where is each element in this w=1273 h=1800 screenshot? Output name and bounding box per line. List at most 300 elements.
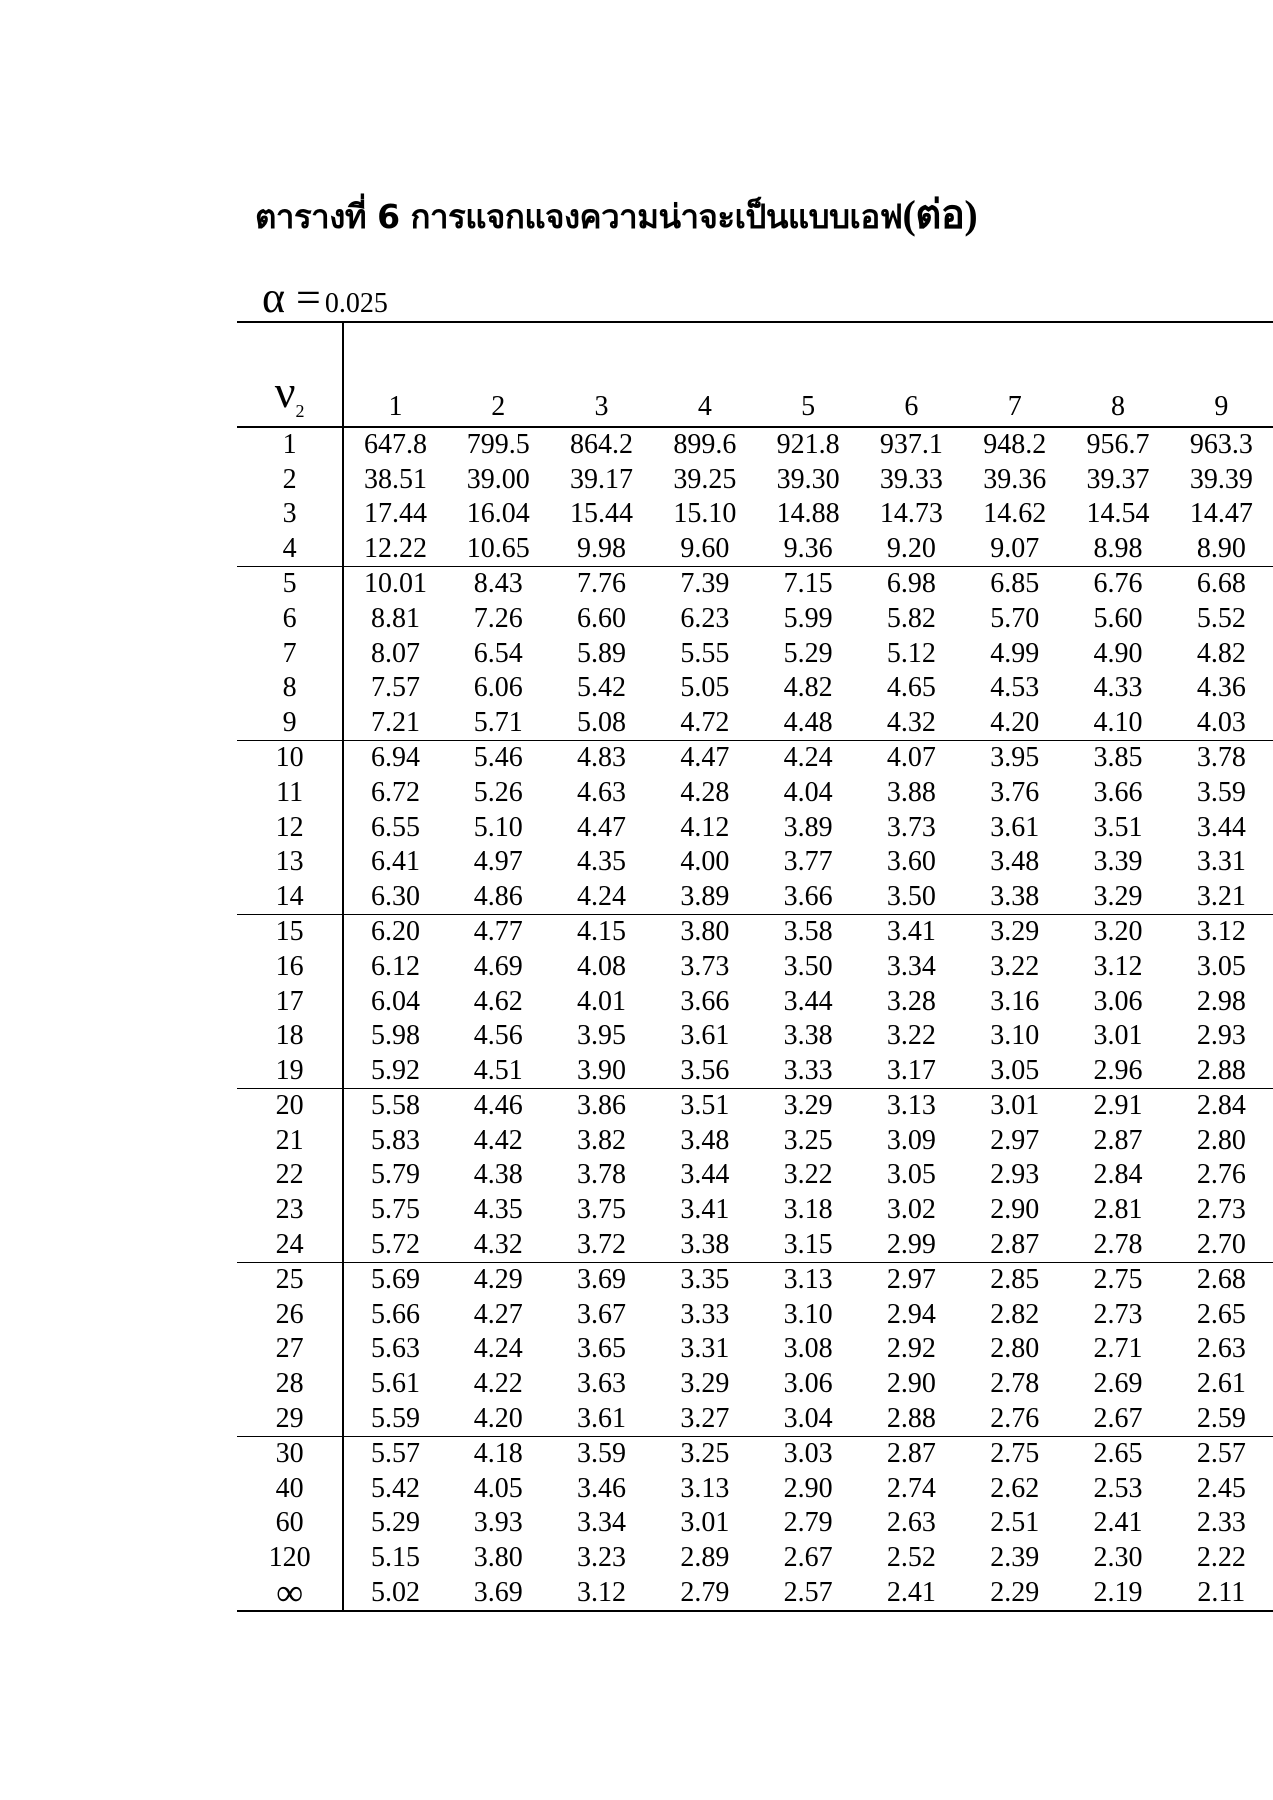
- table-cell: 3.69: [447, 1576, 550, 1612]
- table-cell: 4.29: [473, 1264, 523, 1296]
- table-cell: 3.22: [783, 1159, 833, 1191]
- table-cell: 3.13: [680, 1472, 730, 1504]
- table-cell: 6.06: [473, 672, 523, 704]
- table-cell: 3.89: [653, 880, 756, 915]
- table-cell: 3.02: [886, 1194, 936, 1226]
- critical-values-table: [237, 321, 1273, 1612]
- table-cell: 16.04: [466, 498, 530, 530]
- table-cell: 2.85: [990, 1264, 1040, 1296]
- table-cell: 4.01: [577, 985, 627, 1017]
- table-cell: 4.32: [447, 1228, 550, 1263]
- table-cell: 2.39: [990, 1542, 1040, 1573]
- table-cell: 2.89: [680, 1542, 730, 1573]
- table-cell: 2.90: [886, 1368, 936, 1400]
- table-cell: 2.70: [1170, 1228, 1273, 1263]
- table-cell: 9.98: [550, 532, 653, 567]
- table-cell: 6.04: [370, 985, 420, 1017]
- table-cell: 2.73: [1196, 1194, 1246, 1226]
- table-cell: 5.15: [370, 1542, 420, 1573]
- table-cell: 2.63: [886, 1507, 936, 1539]
- table-cell: 5.52: [1196, 602, 1246, 634]
- table-cell: 6.54: [473, 637, 523, 669]
- table-cell: 3.12: [1196, 916, 1246, 948]
- table-row: [237, 1193, 1273, 1228]
- table-cell: 4.00: [680, 846, 730, 878]
- title-text: ตารางที่ 6 การแจกแจงความน่าจะเป็นแบบเอฟ: [255, 197, 903, 236]
- column-header: 6: [904, 391, 919, 422]
- table-row: [237, 1402, 1273, 1437]
- table-cell: 3.78: [577, 1159, 627, 1191]
- table-cell: 2.88: [860, 1402, 963, 1437]
- table-cell: 14.73: [879, 498, 943, 530]
- table-cell: 8.43: [473, 568, 523, 600]
- table-cell: 3.51: [1093, 811, 1143, 843]
- table-cell: 2.71: [1093, 1333, 1143, 1365]
- table-cell: 2.87: [1093, 1124, 1143, 1156]
- table-cell: 2.80: [1196, 1124, 1246, 1156]
- table-cell: 5.10: [473, 811, 523, 843]
- table-cell: 9.60: [653, 532, 756, 567]
- table-row: [237, 1019, 1273, 1054]
- table-cell: 3.66: [680, 985, 730, 1017]
- table-cell: 5.29: [783, 637, 833, 669]
- table-cell: 5.26: [473, 776, 523, 808]
- table-cell: 4.53: [990, 672, 1040, 704]
- table-cell: 3.85: [1093, 742, 1143, 774]
- table-cell: 3.51: [680, 1090, 730, 1122]
- table-cell: 3.89: [783, 811, 833, 843]
- table-cell: 14.88: [776, 498, 840, 530]
- table-row: [237, 950, 1273, 985]
- table-cell: 5.89: [577, 637, 627, 669]
- table-cell: 4.32: [860, 706, 963, 741]
- table-cell: 7.21: [343, 706, 446, 741]
- table-cell: 2.97: [886, 1264, 936, 1296]
- table-cell: 5.63: [370, 1333, 420, 1365]
- table-cell: 2.19: [1066, 1576, 1169, 1612]
- table-cell: 4.51: [447, 1054, 550, 1089]
- table-row: [237, 706, 1273, 741]
- table-row: [237, 811, 1273, 846]
- table-row: [237, 1332, 1273, 1367]
- table-cell: 7.57: [370, 672, 420, 704]
- table-cell: 2.78: [1066, 1228, 1169, 1263]
- table-cell: 4.20: [447, 1402, 550, 1437]
- table-cell: 9.07: [963, 532, 1066, 567]
- table-cell: 2.84: [1196, 1090, 1246, 1122]
- table-cell: 2.98: [1196, 985, 1246, 1017]
- table-cell: 2.67: [1066, 1402, 1169, 1437]
- table-cell: 4.97: [473, 846, 523, 878]
- table-cell: 8.98: [1066, 532, 1169, 567]
- table-cell: 39.36: [983, 463, 1047, 495]
- row-label: 12: [237, 811, 343, 846]
- alpha-value: 0.025: [324, 288, 388, 319]
- table-cell: 3.76: [990, 776, 1040, 808]
- table-cell: 2.74: [886, 1472, 936, 1504]
- table-cell: 3.44: [680, 1159, 730, 1191]
- nu-symbol: ν: [274, 365, 296, 417]
- table-cell: 6.30: [343, 880, 446, 915]
- table-row: [237, 1298, 1273, 1333]
- table-cell: 14.47: [1189, 498, 1253, 530]
- table-cell: 39.39: [1189, 463, 1253, 495]
- table-cell: 3.95: [990, 742, 1040, 774]
- table-cell: 3.12: [1093, 950, 1143, 982]
- table-row: [237, 880, 1273, 915]
- table-cell: 3.60: [886, 846, 936, 878]
- table-cell: 2.41: [860, 1576, 963, 1612]
- row-label: 28: [237, 1367, 343, 1402]
- table-cell: 2.94: [886, 1298, 936, 1330]
- title-suffix: (ต่อ): [902, 192, 978, 237]
- table-cell: 2.90: [783, 1472, 833, 1504]
- table-cell: 2.81: [1093, 1194, 1143, 1226]
- table-cell: 3.29: [1066, 880, 1169, 915]
- table-cell: 3.41: [680, 1194, 730, 1226]
- table-row: [237, 532, 1273, 567]
- table-cell: 2.76: [963, 1402, 1066, 1437]
- table-cell: 3.15: [756, 1228, 859, 1263]
- table-cell: 4.04: [783, 776, 833, 808]
- row-label: 25: [237, 1263, 343, 1298]
- table-cell: 5.57: [370, 1438, 420, 1470]
- table-cell: 5.12: [886, 637, 936, 669]
- table-body: [237, 427, 1273, 1614]
- row-label: 6: [237, 602, 343, 637]
- table-cell: 5.72: [343, 1228, 446, 1263]
- table-cell: 3.35: [680, 1264, 730, 1296]
- table-cell: 3.10: [783, 1298, 833, 1330]
- table-cell: 3.01: [990, 1090, 1040, 1122]
- table-cell: 15.44: [570, 498, 634, 530]
- table-cell: 4.48: [756, 706, 859, 741]
- table-cell: 6.76: [1093, 568, 1143, 600]
- table-cell: 4.18: [473, 1438, 523, 1470]
- table-cell: 5.59: [343, 1402, 446, 1437]
- table-cell: 3.59: [577, 1438, 627, 1470]
- table-cell: 3.82: [577, 1124, 627, 1156]
- table-cell: 921.8: [776, 429, 840, 460]
- table-cell: 647.8: [363, 429, 427, 460]
- table-cell: 2.29: [963, 1576, 1066, 1612]
- table-cell: 2.65: [1093, 1438, 1143, 1470]
- corner-header: [237, 322, 343, 427]
- table-cell: 39.37: [1086, 463, 1150, 495]
- table-cell: 2.87: [886, 1438, 936, 1470]
- table-cell: 6.68: [1196, 568, 1246, 600]
- table-cell: 2.99: [860, 1228, 963, 1263]
- table-cell: 3.61: [990, 811, 1040, 843]
- table-cell: 9.20: [860, 532, 963, 567]
- table-cell: 3.29: [783, 1090, 833, 1122]
- table-cell: 39.33: [879, 463, 943, 495]
- table-cell: 3.80: [473, 1542, 523, 1573]
- table-cell: 5.79: [370, 1159, 420, 1191]
- row-label: 4: [237, 532, 343, 567]
- column-header: 2: [491, 391, 506, 422]
- row-label: 21: [237, 1124, 343, 1159]
- row-label: 30: [237, 1437, 343, 1472]
- table-cell: 4.56: [473, 1020, 523, 1052]
- table-cell: 3.93: [473, 1507, 523, 1539]
- table-cell: 3.65: [577, 1333, 627, 1365]
- row-label: 10: [237, 741, 343, 776]
- table-cell: 38.51: [363, 463, 427, 495]
- table-cell: 5.08: [550, 706, 653, 741]
- table-cell: 2.75: [990, 1438, 1040, 1470]
- table-cell: 3.04: [756, 1402, 859, 1437]
- table-cell: 3.58: [783, 916, 833, 948]
- table-row: [237, 1506, 1273, 1541]
- table-cell: 2.41: [1093, 1507, 1143, 1539]
- table-cell: 3.80: [680, 916, 730, 948]
- table-cell: 14.62: [983, 498, 1047, 530]
- table-cell: 3.50: [783, 950, 833, 982]
- alpha-level: [262, 272, 388, 323]
- table-cell: 3.88: [886, 776, 936, 808]
- table-cell: 2.76: [1196, 1159, 1246, 1191]
- table-cell: 5.46: [473, 742, 523, 774]
- table-cell: 2.67: [783, 1542, 833, 1573]
- table-cell: 4.07: [886, 742, 936, 774]
- table-cell: 4.35: [473, 1194, 523, 1226]
- table-cell: 5.61: [370, 1368, 420, 1400]
- table-row: [237, 427, 1273, 463]
- table-cell: 2.79: [653, 1576, 756, 1612]
- table-cell: 7.76: [577, 568, 627, 600]
- table-cell: 3.01: [1093, 1020, 1143, 1052]
- table-row: [237, 776, 1273, 811]
- table-cell: 3.25: [783, 1124, 833, 1156]
- table-cell: 3.73: [680, 950, 730, 982]
- table-cell: 4.47: [577, 811, 627, 843]
- table-cell: 5.71: [447, 706, 550, 741]
- table-cell: 2.75: [1093, 1264, 1143, 1296]
- table-cell: 948.2: [983, 429, 1047, 460]
- table-cell: 4.82: [783, 672, 833, 704]
- table-cell: 3.22: [990, 950, 1040, 982]
- table-cell: 3.18: [783, 1194, 833, 1226]
- table-cell: 5.55: [680, 637, 730, 669]
- table-cell: 4.38: [473, 1159, 523, 1191]
- table-cell: 3.48: [680, 1124, 730, 1156]
- table-cell: 3.13: [783, 1264, 833, 1296]
- table-cell: 3.59: [1196, 776, 1246, 808]
- table-cell: 2.30: [1093, 1542, 1143, 1573]
- table-row: [237, 1228, 1273, 1263]
- table-cell: 2.45: [1196, 1472, 1246, 1504]
- table-cell: 3.77: [783, 846, 833, 878]
- table-cell: 3.10: [990, 1020, 1040, 1052]
- row-label: 8: [237, 671, 343, 706]
- table-cell: 2.84: [1093, 1159, 1143, 1191]
- table-cell: 5.99: [783, 602, 833, 634]
- table-cell: 5.66: [370, 1298, 420, 1330]
- table-cell: 2.97: [990, 1124, 1040, 1156]
- table-cell: 3.75: [577, 1194, 627, 1226]
- table-cell: 3.09: [886, 1124, 936, 1156]
- table-cell: 4.24: [783, 742, 833, 774]
- table-cell: 2.87: [963, 1228, 1066, 1263]
- table-cell: 2.57: [756, 1576, 859, 1612]
- table-cell: 4.27: [473, 1298, 523, 1330]
- table-cell: 3.67: [577, 1298, 627, 1330]
- table-cell: 8.81: [370, 602, 420, 634]
- table-cell: 5.92: [343, 1054, 446, 1089]
- table-cell: 5.42: [577, 672, 627, 704]
- row-label: ∞: [237, 1576, 343, 1612]
- table-cell: 4.72: [653, 706, 756, 741]
- table-row: [237, 1124, 1273, 1159]
- table-cell: 2.52: [886, 1542, 936, 1573]
- table-cell: 799.5: [466, 429, 530, 460]
- table-cell: 2.33: [1196, 1507, 1246, 1539]
- table-cell: 4.47: [680, 742, 730, 774]
- table-cell: 3.39: [1093, 846, 1143, 878]
- table-cell: 5.02: [343, 1576, 446, 1612]
- table-cell: 39.25: [673, 463, 737, 495]
- table-cell: 3.61: [680, 1020, 730, 1052]
- table-cell: 4.46: [473, 1090, 523, 1122]
- table-row: [237, 463, 1273, 498]
- table-row: [237, 602, 1273, 637]
- table-cell: 5.70: [990, 602, 1040, 634]
- table-cell: 3.03: [783, 1438, 833, 1470]
- table-cell: 4.83: [577, 742, 627, 774]
- table-cell: 4.69: [473, 950, 523, 982]
- row-label: 29: [237, 1402, 343, 1437]
- table-cell: 3.46: [577, 1472, 627, 1504]
- table-cell: 2.82: [990, 1298, 1040, 1330]
- table-cell: 2.11: [1170, 1576, 1273, 1612]
- table-cell: 2.96: [1066, 1054, 1169, 1089]
- row-label: 26: [237, 1298, 343, 1333]
- table-cell: 10.01: [363, 568, 427, 600]
- table-cell: 6.23: [680, 602, 730, 634]
- table-cell: 3.41: [886, 916, 936, 948]
- table-cell: 4.35: [577, 846, 627, 878]
- table-cell: 3.90: [550, 1054, 653, 1089]
- table-cell: 4.24: [473, 1333, 523, 1365]
- table-row: [237, 1576, 1273, 1612]
- table-cell: 3.05: [886, 1159, 936, 1191]
- table-cell: 3.61: [550, 1402, 653, 1437]
- table-cell: 4.77: [473, 916, 523, 948]
- row-label: 5: [237, 567, 343, 602]
- column-header: 1: [388, 391, 403, 422]
- page-title: [255, 182, 977, 246]
- table-cell: 3.05: [1196, 950, 1246, 982]
- table-cell: 3.27: [653, 1402, 756, 1437]
- row-label: 1: [237, 427, 343, 463]
- table-cell: 3.69: [577, 1264, 627, 1296]
- table-cell: 39.30: [776, 463, 840, 495]
- column-header: 8: [1111, 391, 1126, 422]
- table-cell: 5.42: [370, 1472, 420, 1504]
- row-label: 120: [237, 1541, 343, 1576]
- row-label: 11: [237, 776, 343, 811]
- row-label: 14: [237, 880, 343, 915]
- table-cell: 899.6: [673, 429, 737, 460]
- table-cell: 4.20: [963, 706, 1066, 741]
- row-label: 19: [237, 1054, 343, 1089]
- row-label: 15: [237, 915, 343, 950]
- table-cell: 2.80: [990, 1333, 1040, 1365]
- table-cell: 4.08: [577, 950, 627, 982]
- alpha-symbol: α =: [262, 273, 321, 322]
- table-cell: 4.33: [1093, 672, 1143, 704]
- table-cell: 4.42: [473, 1124, 523, 1156]
- table-cell: 3.17: [860, 1054, 963, 1089]
- f-distribution-table: [237, 321, 1273, 1612]
- row-label: 7: [237, 637, 343, 672]
- table-cell: 6.55: [370, 811, 420, 843]
- table-row: [237, 1541, 1273, 1576]
- table-cell: 4.28: [680, 776, 730, 808]
- table-row: [237, 1437, 1273, 1472]
- row-label: 24: [237, 1228, 343, 1263]
- table-row: [237, 915, 1273, 950]
- table-cell: 4.22: [473, 1368, 523, 1400]
- table-cell: 2.59: [1170, 1402, 1273, 1437]
- table-cell: 4.05: [473, 1472, 523, 1504]
- table-row: [237, 741, 1273, 776]
- table-cell: 2.93: [1196, 1020, 1246, 1052]
- table-cell: 3.86: [577, 1090, 627, 1122]
- table-cell: 5.58: [370, 1090, 420, 1122]
- row-label: 40: [237, 1472, 343, 1507]
- table-row: [237, 1472, 1273, 1507]
- nu-subscript: 2: [295, 401, 305, 421]
- table-cell: 5.69: [370, 1264, 420, 1296]
- table-cell: 3.66: [756, 880, 859, 915]
- table-cell: 3.73: [886, 811, 936, 843]
- table-cell: 3.22: [886, 1020, 936, 1052]
- table-cell: 2.69: [1093, 1368, 1143, 1400]
- table-cell: 3.78: [1196, 742, 1246, 774]
- table-cell: 3.01: [680, 1507, 730, 1539]
- table-cell: 3.29: [680, 1368, 730, 1400]
- table-cell: 6.41: [370, 846, 420, 878]
- table-cell: 3.06: [783, 1368, 833, 1400]
- table-cell: 937.1: [879, 429, 943, 460]
- column-header: 4: [697, 391, 712, 422]
- row-label: 18: [237, 1019, 343, 1054]
- table-cell: 5.60: [1093, 602, 1143, 634]
- table-cell: 2.63: [1196, 1333, 1246, 1365]
- table-row: [237, 497, 1273, 532]
- table-cell: 864.2: [570, 429, 634, 460]
- table-row: [237, 1263, 1273, 1298]
- table-cell: 5.98: [370, 1020, 420, 1052]
- table-cell: 6.85: [990, 568, 1040, 600]
- table-cell: 4.63: [577, 776, 627, 808]
- table-cell: 10.65: [447, 532, 550, 567]
- table-cell: 2.53: [1093, 1472, 1143, 1504]
- table-cell: 3.95: [577, 1020, 627, 1052]
- table-cell: 963.3: [1189, 429, 1253, 460]
- table-cell: 2.57: [1196, 1438, 1246, 1470]
- table-row: [237, 637, 1273, 672]
- table-cell: 3.12: [550, 1576, 653, 1612]
- table-row: [237, 1367, 1273, 1402]
- table-cell: 2.88: [1170, 1054, 1273, 1089]
- table-cell: 3.38: [783, 1020, 833, 1052]
- table-cell: 5.83: [370, 1124, 420, 1156]
- table-cell: 7.39: [680, 568, 730, 600]
- table-cell: 2.51: [990, 1507, 1040, 1539]
